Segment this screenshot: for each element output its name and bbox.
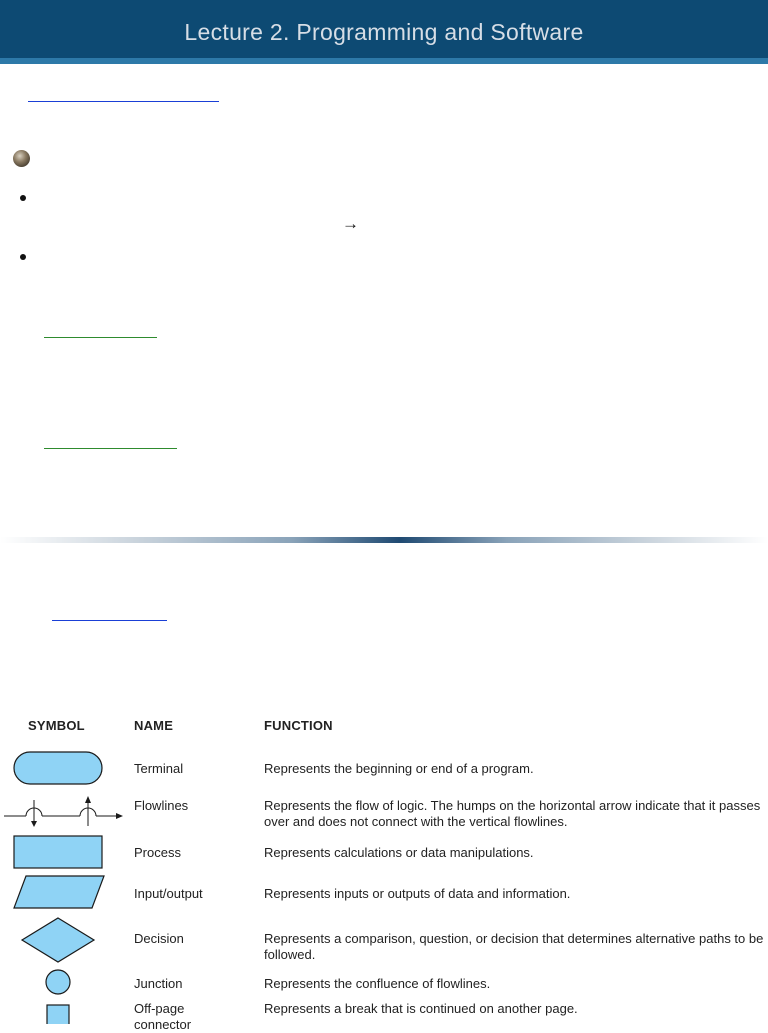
process-symbol-icon (12, 834, 104, 870)
symbol-function: Represents a break that is continued on another page. (264, 1001, 578, 1016)
input-output-symbol-icon (12, 874, 106, 910)
heading-underline-3[interactable] (44, 448, 177, 449)
right-arrow-icon: → (342, 214, 359, 233)
symbol-name: Junction (134, 976, 183, 991)
symbol-function: Represents the beginning or end of a program. (264, 761, 534, 776)
symbol-function: Represents inputs or outputs of data and information. (264, 886, 571, 901)
terminal-symbol-icon (12, 750, 104, 786)
symbol-function: Represents the confluence of flowlines. (264, 976, 491, 991)
slide-title: Lecture 2. Programming and Software (184, 19, 584, 45)
symbol-name: Process (134, 845, 181, 860)
symbol-name: Decision (134, 931, 184, 946)
flowlines-symbol-icon (2, 794, 126, 828)
symbol-name: Terminal (134, 761, 184, 776)
heading-underline-4[interactable] (52, 620, 167, 621)
symbol-name: Flowlines (134, 798, 189, 813)
bullet-dot (20, 254, 26, 260)
section-separator (0, 537, 768, 543)
bullet-ball-icon (13, 150, 30, 167)
off-page-connector-symbol-icon (46, 1004, 70, 1024)
symbol-name: Input/output (134, 886, 203, 901)
symbol-function: Represents a comparison, question, or decision that determines alternative paths to be followed. (264, 931, 764, 962)
title-bar (0, 0, 768, 64)
symbol-function: Represents calculations or data manipulations. (264, 845, 534, 860)
heading-underline-2[interactable] (44, 337, 157, 338)
heading-underline-1[interactable] (28, 101, 219, 102)
header-symbol: SYMBOL (28, 718, 85, 733)
decision-symbol-icon (20, 916, 96, 964)
junction-symbol-icon (44, 968, 72, 996)
header-name: NAME (134, 718, 174, 733)
header-function: FUNCTION (264, 718, 333, 733)
symbol-function: Represents the flow of logic. The humps on the horizontal arrow indicate that it passes over and does not connect with the vertical flowlines. (264, 798, 761, 829)
symbol-name: Off-page connector (134, 1001, 192, 1032)
bullet-dot (20, 195, 26, 201)
